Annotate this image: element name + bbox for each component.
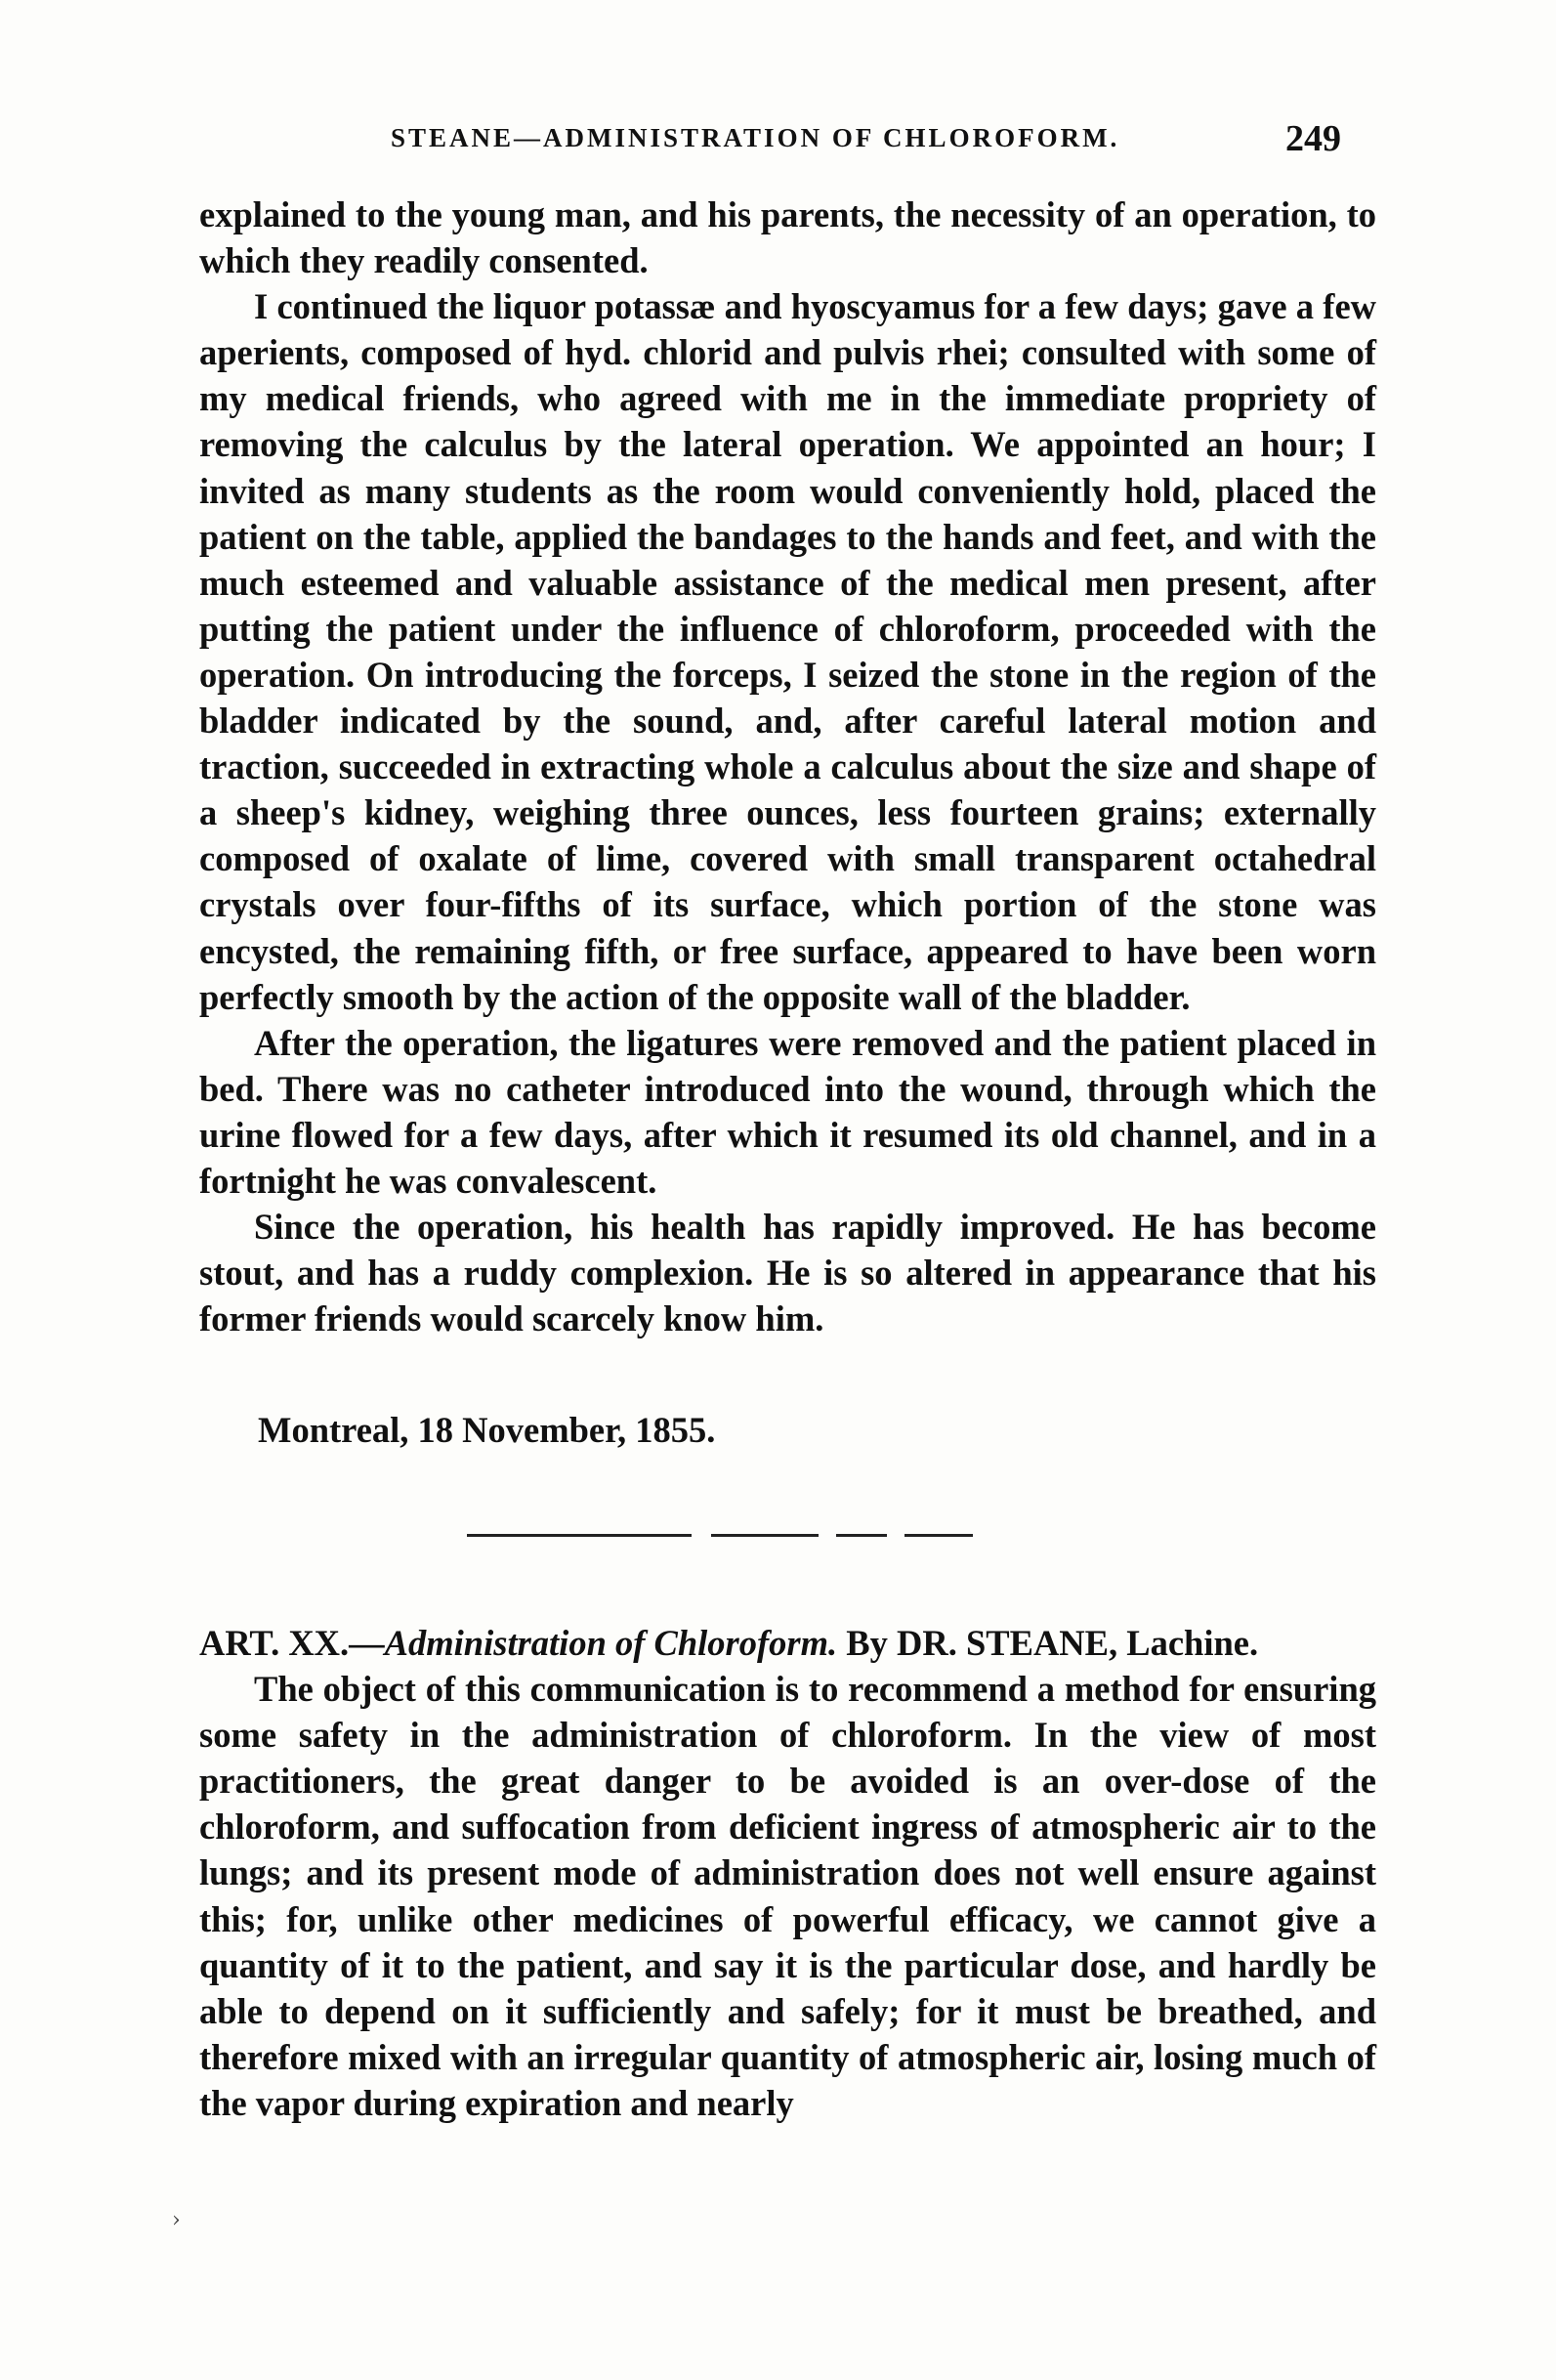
paragraph: After the operation, the ligatures were removed and the patient placed in bed. There was no catheter introduced into the wound, through which the urine flowed for a few days, after which it resumed its old channel, and in a fortnight he was convalescent.	[199, 1022, 1376, 1201]
running-title: STEANE—ADMINISTRATION OF CHLOROFORM.	[391, 123, 1120, 152]
paragraph: Since the operation, his health has rapidly improved. He has become stout, and has a ruddy complexion. He is so altered in appearance that his former friends would scarcely know him.	[199, 1207, 1376, 1339]
margin-mark: ›	[172, 2208, 181, 2232]
article-byline: By DR. STEANE, Lachine.	[837, 1623, 1259, 1663]
article-title: Administration of Chloroform.	[384, 1623, 838, 1663]
paragraph: explained to the young man, and his parents, the necessity of an operation, to which they readily consented.	[199, 194, 1376, 281]
article-label: ART. XX.—	[199, 1623, 385, 1663]
section-separator	[467, 1534, 1014, 1538]
article-text	[199, 1620, 1376, 2126]
page-number: 249	[1285, 118, 1341, 159]
dateline: Montreal, 18 November, 1855.	[258, 1410, 716, 1450]
article-heading	[199, 1620, 1376, 1666]
paragraph: I continued the liquor potassæ and hyoscyamus for a few days; gave a few aperients, composed of hyd. chlorid and pulvis rhei; consulted with some of my medical friends, who agreed with me in the immediate propriety of removing the calculus by the lateral operation. We appointed an hour; I invited as many students as the room would conveniently hold, placed the patient on the table, applied the bandages to the hands and feet, and with the much esteemed and valuable assistance of the medical men present, after putting the patient under the influence of chloroform, proceeded with the operation. On introducing the forceps, I seized the stone in the region of the bladder indicated by the sound, and, after careful lateral motion and traction, succeeded in extracting whole a calculus about the size and shape of a sheep's kidney, weighing three ounces, less fourteen grains; externally composed of oxalate of lime, covered with small transparent octahedral crystals over four-fifths of its surface, which portion of the stone was encysted, the remaining fifth, or free surface, appeared to have been worn perfectly smooth by the action of the opposite wall of the bladder.	[199, 286, 1376, 1017]
case-report-text	[199, 191, 1376, 1341]
paragraph: The object of this communication is to recommend a method for ensuring some safety in the administration of chloroform. In the view of most practitioners, the great danger to be avoided is an over-dose of the chloroform, and suffocation from deficient ingress of atmospheric air to the lungs; and its present mode of administration does not well ensure against this; for, unlike other medicines of powerful efficacy, we cannot give a quantity of it to the patient, and say it is the particular dose, and hardly be able to depend on it sufficiently and safely; for it must be breathed, and therefore mixed with an irregular quantity of atmospheric air, losing much of the vapor during expiration and nearly	[199, 1669, 1376, 2123]
running-head	[195, 117, 1380, 176]
